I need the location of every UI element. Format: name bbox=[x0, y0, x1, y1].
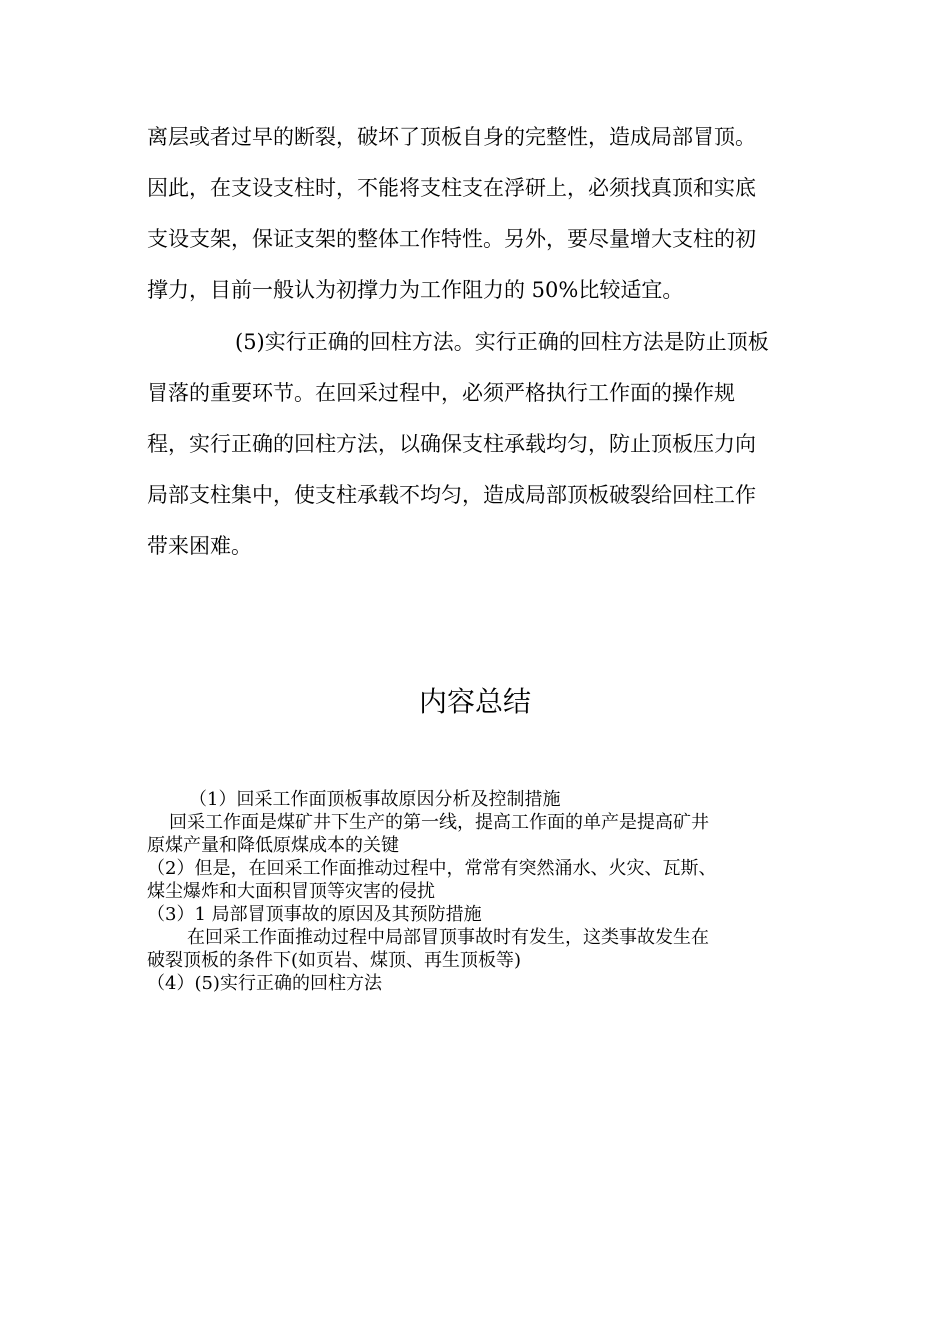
paragraph-line: 程，实行正确的回柱方法，以确保支柱承载均匀，防止顶板压力向 bbox=[147, 432, 756, 456]
paragraph-line: 支设支架，保证支架的整体工作特性。另外，要尽量增大支柱的初 bbox=[147, 227, 756, 251]
summary-line: （3）1 局部冒顶事故的原因及其预防措施 bbox=[147, 904, 482, 925]
body-paragraph-1 bbox=[147, 112, 807, 316]
paragraph-line: 冒落的重要环节。在回采过程中，必须严格执行工作面的操作规 bbox=[147, 381, 735, 405]
paragraph-line: 带来困难。 bbox=[147, 534, 252, 558]
paragraph-line: (5)实行正确的回柱方法。实行正确的回柱方法是防止顶板 bbox=[235, 330, 769, 354]
summary-list bbox=[147, 788, 807, 995]
summary-line: 在回采工作面推动过程中局部冒顶事故时有发生，这类事故发生在 bbox=[187, 927, 709, 948]
summary-line: （2）但是，在回采工作面推动过程中，常常有突然涌水、火灾、瓦斯、 bbox=[147, 858, 717, 879]
summary-line: 回采工作面是煤矿井下生产的第一线，提高工作面的单产是提高矿井 bbox=[169, 812, 709, 833]
body-paragraph-2 bbox=[147, 317, 807, 572]
summary-line: 原煤产量和降低原煤成本的关键 bbox=[147, 835, 399, 856]
paragraph-line: 因此，在支设支柱时，不能将支柱支在浮研上，必须找真顶和实底 bbox=[147, 176, 756, 200]
summary-line: （4）(5)实行正确的回柱方法 bbox=[147, 973, 382, 994]
paragraph-line: 离层或者过早的断裂，破坏了顶板自身的完整性，造成局部冒顶。 bbox=[147, 125, 756, 149]
summary-line: 破裂顶板的条件下(如页岩、煤顶、再生顶板等) bbox=[147, 950, 522, 971]
paragraph-line: 撑力，目前一般认为初撑力为工作阻力的 50%比较适宜。 bbox=[147, 278, 684, 302]
summary-title: 内容总结 bbox=[418, 685, 531, 718]
summary-line: （1）回采工作面顶板事故原因分析及控制措施 bbox=[189, 789, 561, 810]
paragraph-line: 局部支柱集中，使支柱承载不均匀，造成局部顶板破裂给回柱工作 bbox=[147, 483, 756, 507]
summary-line: 煤尘爆炸和大面积冒顶等灾害的侵扰 bbox=[147, 881, 435, 902]
